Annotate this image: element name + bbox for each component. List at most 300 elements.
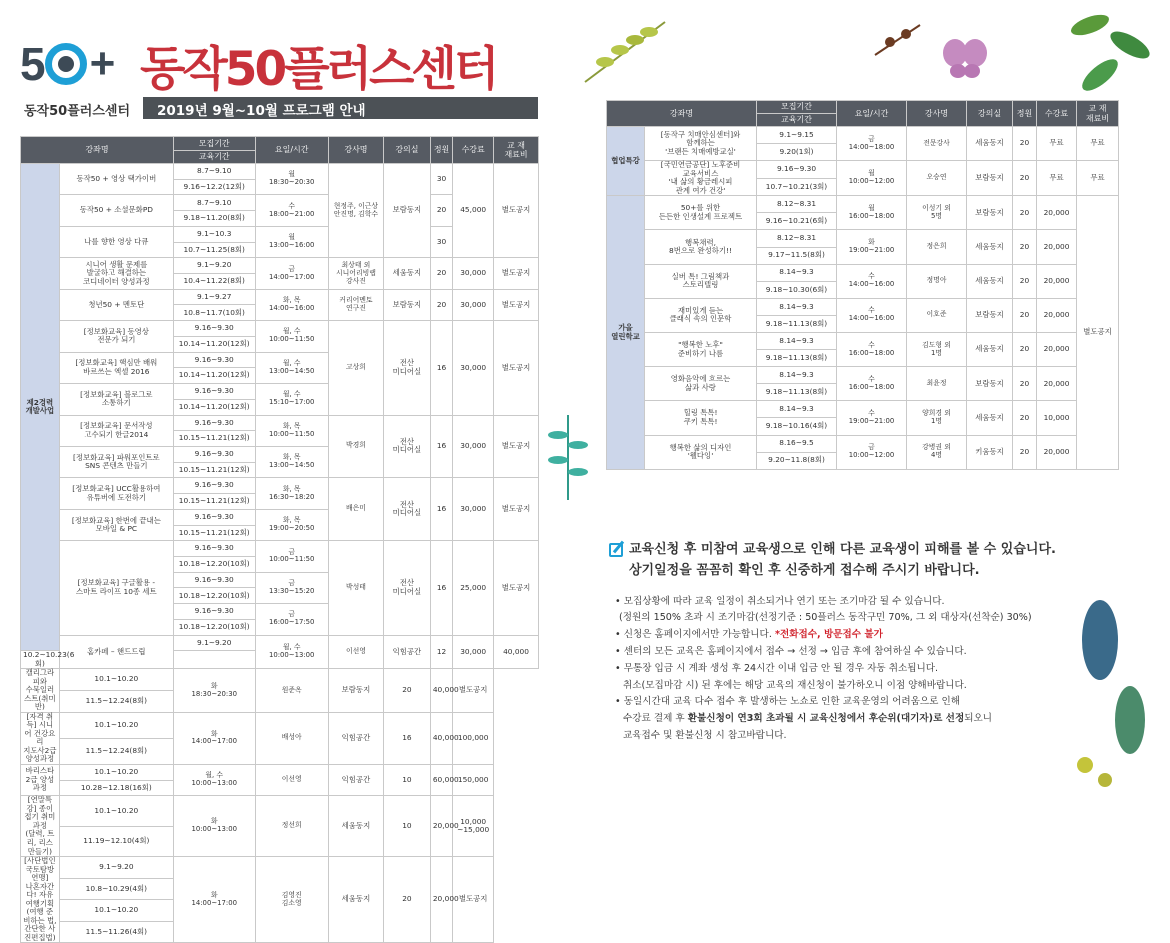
edu-period: 9.18~11.20(8회)	[173, 211, 255, 227]
course-name: [정보화교육] 블로그로 소통하기	[59, 384, 173, 415]
notice-text: 수강료 결제 후	[623, 713, 688, 725]
notice-heading-line2: 상기일정을 꼼꼼히 확인 후 신중하게 접수해 주시기 바랍니다.	[629, 562, 980, 578]
col-fee: 수강료	[1037, 101, 1077, 127]
col-instructor: 강사명	[907, 101, 967, 127]
notice-text: 되오니	[964, 713, 993, 725]
edu-period: 10.14~11.20(12회)	[173, 368, 255, 384]
table-row	[21, 164, 539, 180]
recruit-period: 9.16~9.30	[173, 541, 255, 557]
capacity-cell: 16	[430, 415, 452, 478]
edu-period: 11.5~11.26(4회)	[59, 921, 173, 943]
table-row	[21, 669, 539, 691]
instructor-cell: 이선영	[328, 635, 383, 669]
schedule-cell: 월, 수 15:10~17:00	[255, 384, 328, 415]
center-name: 동작50플러스센터	[24, 104, 130, 119]
instructor-cell: 강병권 외 4명	[907, 435, 967, 469]
col-cap: 정원	[430, 137, 452, 164]
recruit-period: 9.1~9.20	[173, 635, 255, 651]
recruit-period: 9.16~9.30	[173, 321, 255, 337]
notice-list	[609, 594, 1129, 745]
recruit-period: 9.1~9.20	[59, 857, 173, 879]
instructor-cell: 박경희	[328, 415, 383, 478]
instructor-cell: 오승연	[907, 161, 967, 196]
recruit-period: 9.16~9.30	[173, 572, 255, 588]
instructor-cell: 정은희	[907, 230, 967, 264]
instructor-cell: 커리어멘토 연구진	[328, 289, 383, 320]
edu-period: 11.19~12.10(4회)	[59, 826, 173, 856]
col-time: 요일/시간	[837, 101, 907, 127]
fee-cell: 20,000	[1037, 367, 1077, 401]
fee-cell: 25,000	[453, 541, 494, 635]
schedule-cell: 금 10:00~12:00	[837, 435, 907, 469]
notice-item	[615, 627, 1129, 644]
recruit-period: 8.7~9.10	[173, 164, 255, 180]
table-row	[607, 161, 1119, 179]
col-mat: 교 재 재료비	[1077, 101, 1119, 127]
capacity-cell: 20	[1013, 127, 1037, 161]
table-row	[21, 796, 539, 826]
material-fee-cell: 별도공지	[453, 857, 494, 943]
capacity-cell: 10	[383, 764, 430, 795]
room-cell: 전산 미디어실	[383, 478, 430, 541]
table-row	[21, 258, 539, 274]
edu-period: 10.7~10.21(3회)	[757, 178, 837, 196]
material-fee-cell: 150,000	[453, 764, 494, 795]
course-name: [정보화교육] 구글활용 - 스마트 라이프 10종 세트	[59, 541, 173, 635]
schedule-cell: 월, 수 10:00~13:00	[173, 764, 255, 795]
capacity-cell: 16	[383, 712, 430, 764]
capacity-cell: 30	[430, 226, 452, 257]
room-cell: 보람동지	[383, 164, 430, 258]
material-fee-cell: 별도공지	[494, 541, 539, 635]
material-fee-cell: 무료	[1077, 127, 1119, 161]
col-room: 강의실	[383, 137, 430, 164]
edu-period: 11.5~12.24(8회)	[59, 691, 173, 713]
course-name: [자격 취득] 시니어 건강요리 지도사2급 양성과정	[21, 712, 60, 764]
capacity-cell: 20	[1013, 264, 1037, 298]
course-name: 캘리그라피와 수묵일러스트(취미반)	[21, 669, 60, 713]
fee-cell: 30,000	[453, 321, 494, 415]
fee-cell: 무료	[1037, 161, 1077, 196]
material-fee-cell: 별도공지	[494, 415, 539, 478]
edu-period: 9.18~10.16(4회)	[757, 418, 837, 435]
recruit-period: 9.16~9.30	[173, 415, 255, 431]
recruit-period: 9.16~9.30	[173, 446, 255, 462]
instructor-cell: 최윤정	[907, 367, 967, 401]
capacity-cell: 20	[1013, 435, 1037, 469]
recruit-period: 9.16~9.30	[173, 604, 255, 620]
schedule-cell: 월 13:00~16:00	[255, 226, 328, 257]
fee-cell: 30,000	[453, 258, 494, 289]
capacity-cell: 16	[430, 541, 452, 635]
course-name: 힐링 톡톡! 쿠키 톡톡!	[645, 401, 757, 435]
edu-period: 10.14~11.20(12회)	[173, 336, 255, 352]
course-name: [정보화교육] 한번에 끝내는 모바일 & PC	[59, 509, 173, 540]
category-cell: 가을 열린학교	[607, 196, 645, 470]
table-row	[21, 321, 539, 337]
table-row	[607, 196, 1119, 213]
notice-item	[615, 711, 1129, 728]
recruit-period: 8.14~9.3	[757, 333, 837, 350]
material-fee-cell: 별도공지	[1077, 196, 1119, 470]
capacity-cell: 20	[430, 258, 452, 289]
course-name: 홈카페 – 핸드드립	[59, 635, 173, 669]
recruit-period: 8.16~9.5	[757, 435, 837, 452]
notice-item: • 동일시간대 교육 다수 접수 후 발생하는 노쇼로 인한 교육운영의 어려움으로 인해	[615, 696, 961, 708]
recruit-period: 9.1~9.20	[173, 258, 255, 274]
edu-period: 10.4~11.22(8회)	[173, 274, 255, 290]
capacity-cell: 20	[1013, 196, 1037, 230]
logo-plus: +	[89, 39, 114, 88]
fern-icon	[538, 410, 598, 500]
schedule-cell: 수 16:00~18:00	[837, 333, 907, 367]
notice-item: • 모집상황에 따라 교육 일정이 취소되거나 연기 또는 조기마감 될 수 있습니다.	[615, 595, 945, 607]
fee-cell: 30,000	[453, 415, 494, 478]
recruit-period: 8.7~9.10	[173, 195, 255, 211]
course-name: [정보화교육] 문서작성 고수되기 한글2014	[59, 415, 173, 446]
col-fee: 수강료	[453, 137, 494, 164]
capacity-cell: 20	[430, 289, 452, 320]
room-cell: 보람동지	[967, 196, 1013, 230]
course-name: 나를 향한 영상 다큐	[59, 226, 173, 257]
edu-period: 10.8~11.7(10회)	[173, 305, 255, 321]
notice-text: • 신청은 홈페이지에서만 가능합니다.	[615, 629, 772, 641]
room-cell: 세움동지	[328, 857, 383, 943]
schedule-cell: 화 14:00~17:00	[173, 712, 255, 764]
fee-cell: 40,000	[430, 712, 452, 764]
recruit-period: 8.14~9.3	[757, 264, 837, 281]
table-row	[607, 435, 1119, 452]
col-course: 강좌명	[607, 101, 757, 127]
schedule-cell: 화 14:00~17:00	[173, 857, 255, 943]
course-name: 행복한 삶의 디자인 '웰다잉'	[645, 435, 757, 469]
material-fee-cell: 별도공지	[494, 289, 539, 320]
room-cell: 보람동지	[967, 367, 1013, 401]
schedule-cell: 화 18:30~20:30	[173, 669, 255, 713]
room-cell: 익힘공간	[328, 712, 383, 764]
edu-period: 10.28~12.18(16회)	[59, 780, 173, 796]
program-banner: 2019년 9월~10월 프로그램 안내	[143, 97, 538, 119]
category-cell: 제2경력 개발사업	[21, 164, 60, 651]
fee-cell: 45,000	[453, 164, 494, 258]
logo-mark: 5 +	[20, 38, 114, 90]
edu-period: 10.18~12.20(10회)	[173, 588, 255, 604]
fee-cell: 10,000	[1037, 401, 1077, 435]
berry-branch-icon	[870, 20, 930, 60]
pencil-icon	[609, 543, 623, 557]
capacity-cell: 30	[430, 164, 452, 195]
edu-period: 10.15~11.21(12회)	[173, 494, 255, 510]
edu-period: 9.16~10.21(6회)	[757, 213, 837, 230]
course-name: 바리스타 2급 양성과정	[21, 764, 60, 795]
material-fee-cell: 무료	[1077, 161, 1119, 196]
edu-period: 10.8~10.29(4회)	[59, 878, 173, 900]
col-course: 강좌명	[21, 137, 174, 164]
room-cell: 보람동지	[967, 161, 1013, 196]
room-cell: 보람동지	[328, 669, 383, 713]
col-edu: 교육기간	[173, 151, 255, 164]
schedule-cell: 수 19:00~21:00	[837, 401, 907, 435]
recruit-period: 8.14~9.3	[757, 401, 837, 418]
fee-cell: 무료	[1037, 127, 1077, 161]
col-instructor: 강사명	[328, 137, 383, 164]
course-name: [정보화교육] 파워포인트로 SNS 콘텐츠 만들기	[59, 446, 173, 477]
fee-cell: 30,000	[453, 635, 494, 669]
schedule-cell: 화, 목 16:30~18:20	[255, 478, 328, 509]
room-cell: 세움동지	[967, 333, 1013, 367]
capacity-cell: 20	[1013, 298, 1037, 332]
schedule-cell: 화, 목 19:00~20:50	[255, 509, 328, 540]
notice-item: • 센터의 모든 교육은 홈페이지에서 접수 → 선정 → 입금 후에 참여하실 수 있습니다.	[615, 645, 967, 657]
course-name: 동작50 + 소셜문화PD	[59, 195, 173, 226]
recruit-period: 9.16~9.30	[173, 352, 255, 368]
schedule-cell: 월, 수 10:00~13:00	[255, 635, 328, 669]
table-row	[21, 712, 539, 738]
table-row	[607, 230, 1119, 247]
page-title: 동작50플러스센터	[140, 42, 497, 97]
edu-period: 9.18~11.13(8회)	[757, 384, 837, 401]
col-room: 강의실	[967, 101, 1013, 127]
edu-period: 9.20(1회)	[757, 144, 837, 161]
schedule-cell: 월 10:00~12:00	[837, 161, 907, 196]
right-program-table	[606, 100, 1119, 470]
recruit-period: 10.1~10.20	[59, 669, 173, 691]
course-name: [정보화교육] UCC활용하여 유튜버에 도전하기	[59, 478, 173, 509]
instructor-cell: 김도형 외 1명	[907, 333, 967, 367]
course-name: [연말특강] 종이접기 취미과정 (달력, 트리, 리스 만들기)	[21, 796, 60, 857]
notice-heading-line1: 교육신청 후 미참여 교육생으로 인해 다른 교육생이 피해를 볼 수 있습니다.	[629, 542, 1056, 557]
edu-period: 10.7~11.25(8회)	[173, 242, 255, 258]
room-cell: 세움동지	[967, 127, 1013, 161]
schedule-cell: 월 18:30~20:30	[255, 164, 328, 195]
table-row	[607, 333, 1119, 350]
room-cell: 전산 미디어실	[383, 541, 430, 635]
course-name: 실버 톡! 그림책과 스토리텔링	[645, 264, 757, 298]
instructor-cell: 양희경 외 1명	[907, 401, 967, 435]
fee-cell: 20,000	[1037, 264, 1077, 298]
table-row	[21, 478, 539, 494]
table-row	[21, 415, 539, 431]
capacity-cell: 20	[1013, 230, 1037, 264]
room-cell: 보람동지	[967, 298, 1013, 332]
capacity-cell: 20	[1013, 161, 1037, 196]
room-cell: 세움동지	[967, 230, 1013, 264]
table-row	[21, 289, 539, 305]
logo-ring-icon	[45, 43, 87, 85]
instructor-cell: 고상희	[328, 321, 383, 415]
butterfly-icon	[940, 35, 990, 80]
room-cell: 세움동지	[967, 401, 1013, 435]
schedule-cell: 수 14:00~16:00	[837, 264, 907, 298]
schedule-cell: 금 13:30~15:20	[255, 572, 328, 603]
material-fee-cell: 10,000 ~15,000	[453, 796, 494, 857]
fee-cell: 20,000	[1037, 333, 1077, 367]
course-name: [국민연금공단] 노후준비 교육서비스 '내 삶의 황금레시피 관계 여가 건강'	[645, 161, 757, 196]
center-logo	[20, 36, 113, 92]
instructor-cell: 이호준	[907, 298, 967, 332]
notice-item: • 무통장 입금 시 계좌 생성 후 24시간 이내 입금 안 될 경우 자동 취소됩니다.	[615, 662, 939, 674]
edu-period: 10.15~11.21(12회)	[173, 431, 255, 447]
schedule-cell: 화, 목 14:00~16:00	[255, 289, 328, 320]
notice-item: 교육접수 및 환불신청 시 참고바랍니다.	[623, 729, 787, 741]
course-name: 영화음악에 흐르는 삶과 사랑	[645, 367, 757, 401]
room-cell: 세움동지	[383, 258, 430, 289]
material-fee-cell: 40,000	[494, 635, 539, 669]
room-cell: 전산 미디어실	[383, 321, 430, 415]
recruit-period: 9.1~9.27	[173, 289, 255, 305]
recruit-period: 9.16~9.30	[173, 509, 255, 525]
room-cell: 세움동지	[967, 264, 1013, 298]
recruit-period: 10.1~10.20	[59, 764, 173, 780]
table-row	[607, 401, 1119, 418]
schedule-cell: 금 16:00~17:50	[255, 604, 328, 635]
schedule-cell: 수 14:00~16:00	[837, 298, 907, 332]
capacity-cell: 16	[430, 478, 452, 541]
edu-period: 9.18~10.30(6회)	[757, 281, 837, 298]
instructor-cell: 배은미	[328, 478, 383, 541]
table-row	[607, 127, 1119, 144]
col-recruit: 모집기간	[757, 101, 837, 114]
instructor-cell: 최상태 외 시니어리빙랩 강사진	[328, 258, 383, 289]
leaf-decoration-icon	[1060, 5, 1160, 95]
recruit-period: 8.12~8.31	[757, 230, 837, 247]
notice-item: (정원의 150% 초과 시 조기마감(선정기준 : 50플러스 동작구민 70%, 그 외 대상자(선착순) 30%)	[619, 612, 1032, 624]
schedule-cell: 화, 목 13:00~14:50	[255, 446, 328, 477]
fee-cell: 20,000	[1037, 298, 1077, 332]
fee-cell: 30,000	[453, 478, 494, 541]
material-fee-cell: 별도공지	[494, 258, 539, 289]
schedule-cell: 금 10:00~11:50	[255, 541, 328, 572]
edu-period: 10.2~10.23(6회)	[21, 651, 60, 669]
course-name: 재미있게 듣는 클래식 속의 인문학	[645, 298, 757, 332]
course-name: 시니어 생활 문제를 발굴하고 해결하는 코디네이터 양성과정	[59, 258, 173, 289]
room-cell: 익힘공간	[383, 635, 430, 669]
capacity-cell: 12	[430, 635, 452, 669]
instructor-cell: 박성태	[328, 541, 383, 635]
edu-period: 10.15~11.21(12회)	[173, 462, 255, 478]
course-name: [정보화교육] 동영상 전문가 되기	[59, 321, 173, 352]
instructor-cell: 원준옥	[255, 669, 328, 713]
schedule-cell: 수 18:00~21:00	[255, 195, 328, 226]
table-row	[21, 635, 539, 651]
capacity-cell: 10	[383, 796, 430, 857]
notice-warning: *전화접수, 방문접수 불가	[774, 629, 883, 641]
instructor-cell: 정명아	[907, 264, 967, 298]
course-name: 청년50 + 멘토단	[59, 289, 173, 320]
recruit-period: 9.1~10.3	[173, 226, 255, 242]
fee-cell: 40,000	[430, 669, 452, 713]
material-fee-cell: 100,000	[453, 712, 494, 764]
edu-period: 9.20~11.8(8회)	[757, 452, 837, 469]
edu-period: 9.18~11.13(8회)	[757, 350, 837, 367]
schedule-cell: 수 16:00~18:00	[837, 367, 907, 401]
edu-period: 10.18~12.20(10회)	[173, 619, 255, 635]
capacity-cell: 20	[1013, 401, 1037, 435]
col-time: 요일/시간	[255, 137, 328, 164]
course-name: "행복한 노후" 준비하기 나름	[645, 333, 757, 367]
edu-period: 10.15~11.21(12회)	[173, 525, 255, 541]
course-name: 행복채력, 8번으로 완성하기!!	[645, 230, 757, 264]
course-name: 동작50 + 영상 택가이버	[59, 164, 173, 195]
recruit-period: 10.1~10.20	[59, 796, 173, 826]
room-cell: 전산 미디어실	[383, 415, 430, 478]
instructor-cell: 이성기 외 5명	[907, 196, 967, 230]
edu-period: 10.18~12.20(10회)	[173, 556, 255, 572]
table-row	[607, 367, 1119, 384]
capacity-cell: 20	[383, 669, 430, 713]
schedule-cell: 화 10:00~13:00	[173, 796, 255, 857]
recruit-period: 9.16~9.30	[173, 478, 255, 494]
leaf-decoration-icon	[1060, 560, 1160, 800]
table-row	[21, 857, 539, 879]
schedule-cell: 금 14:00~17:00	[255, 258, 328, 289]
notice-box	[609, 540, 1129, 745]
recruit-period: 8.12~8.31	[757, 196, 837, 213]
fee-cell: 20,000	[430, 796, 452, 857]
fee-cell: 30,000	[453, 289, 494, 320]
fee-cell: 20,000	[1037, 435, 1077, 469]
room-cell: 익힘공간	[328, 764, 383, 795]
schedule-cell: 월 16:00~18:00	[837, 196, 907, 230]
col-recruit: 모집기간	[173, 137, 255, 151]
material-fee-cell: 별도공지	[494, 478, 539, 541]
recruit-period: 8.14~9.3	[757, 298, 837, 315]
room-cell: 세움동지	[328, 796, 383, 857]
capacity-cell: 20	[430, 195, 452, 226]
fee-cell: 20,000	[1037, 196, 1077, 230]
material-fee-cell: 별도공지	[494, 321, 539, 415]
course-name: [정보화교육] 핵심만 배워 바르쓰는 엑셀 2016	[59, 352, 173, 383]
recruit-period: 8.14~9.3	[757, 367, 837, 384]
col-mat: 교 재 재료비	[494, 137, 539, 164]
edu-period: 9.16~12.2(12회)	[173, 179, 255, 195]
col-edu: 교육기간	[757, 114, 837, 127]
instructor-cell: 현정주, 이근상 안진명, 김학수	[328, 164, 383, 258]
recruit-period: 10.1~10.20	[59, 712, 173, 738]
course-name: [동작구 치매안심센터]와 함께하는 '브랜든 치매예방교실'	[645, 127, 757, 161]
material-fee-cell: 별도공지	[494, 164, 539, 258]
course-name: [사단법인 국토탐방연맹] 나혼자간다! 자유여행기획 (여행 준비하는 법, 간단한 사진편집법)	[21, 857, 60, 943]
recruit-period: 9.1~9.15	[757, 127, 837, 144]
room-cell: 키움동지	[967, 435, 1013, 469]
schedule-cell: 월, 수 10:00~11:50	[255, 321, 328, 352]
table-row	[21, 764, 539, 780]
notice-item: 취소(모집마감 시) 된 후에는 해당 교육의 재신청이 불가하오니 이점 양해바랍니다.	[623, 679, 967, 691]
fee-cell: 60,000	[430, 764, 452, 795]
edu-period: 11.5~12.24(8회)	[59, 738, 173, 764]
capacity-cell: 20	[1013, 333, 1037, 367]
edu-period: 10.14~11.20(12회)	[173, 399, 255, 415]
notice-heading	[609, 540, 1129, 582]
schedule-cell: 월, 수 13:00~14:50	[255, 352, 328, 383]
recruit-period: 9.16~9.30	[173, 384, 255, 400]
fee-cell: 20,000	[430, 857, 452, 943]
instructor-cell: 김영진 김소영	[255, 857, 328, 943]
table-row	[607, 264, 1119, 281]
category-cell: 협업특강	[607, 127, 645, 196]
col-cap: 정원	[1013, 101, 1037, 127]
schedule-cell: 화, 목 10:00~11:50	[255, 415, 328, 446]
course-name: 50+를 위한 든든한 인생설계 프로젝트	[645, 196, 757, 230]
instructor-cell: 전문강사	[907, 127, 967, 161]
instructor-cell: 이선영	[255, 764, 328, 795]
table-row	[21, 541, 539, 557]
instructor-cell: 배성아	[255, 712, 328, 764]
leaf-decoration-icon	[575, 12, 675, 92]
notice-emphasis: 환불신청이 연3회 초과될 시 교육신청에서 후순위(대기자)로 선정	[687, 713, 965, 725]
recruit-period: 10.1~10.20	[59, 900, 173, 922]
schedule-cell: 금 14:00~18:00	[837, 127, 907, 161]
